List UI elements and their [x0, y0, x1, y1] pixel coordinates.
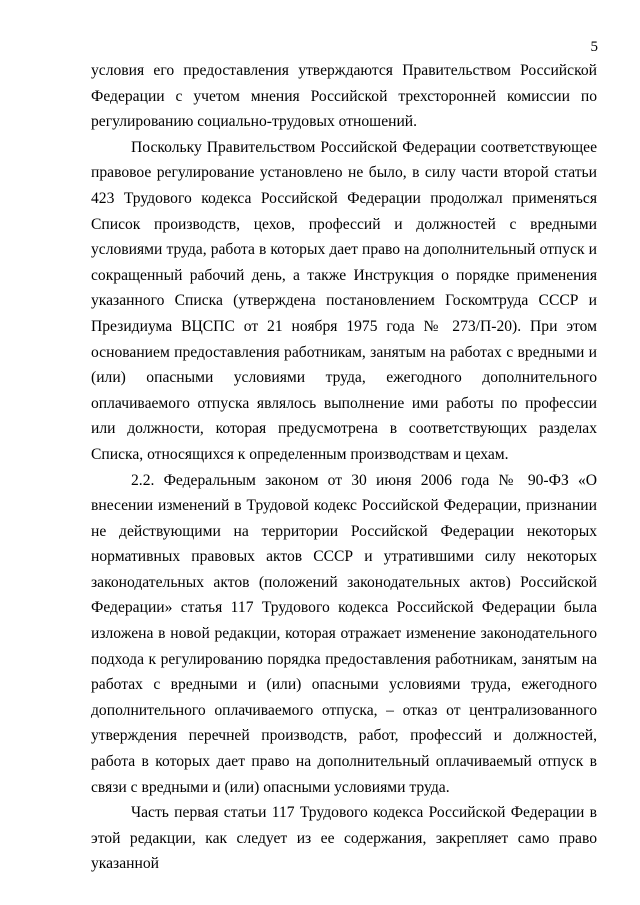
paragraph-federal-law-2-2: 2.2. Федеральным законом от 30 июня 2006 года № 90-ФЗ «О внесении изменений в Трудовой кодекс Российской Федерации, признании не действующими на территории Российской Федерации некоторых нормативных правовых актов СССР и утратившими силу некоторых законодательных актов (положений законодательных актов) Российской Федерации» статья 117 Трудового кодекса Российской Федерации была изложена в новой редакции, которая отражает изменение законодательного подхода к регулированию порядка предоставления работникам, занятым на работах с вредными и (или) опасными условиями труда, ежегодного дополнительного оплачиваемого отпуска, – отказ от централизованного утверждения перечней производств, работ, профессий и должностей, работа в которых дает право на дополнительный оплачиваемый отпуск в связи с вредными и (или) опасными условиями труда.: [91, 471, 597, 796]
paragraph-article-117-part-one: Часть первая статьи 117 Трудового кодекса Российской Федерации в этой редакции, как следует из ее содержания, закрепляет само право указанной: [91, 804, 597, 873]
page-number: 5: [590, 39, 598, 55]
paragraph-continuation: условия его предоставления утверждаются Правительством Российской Федерации с учетом мнения Российской трехсторонней комиссии по регулированию социально-трудовых отношений.: [91, 62, 597, 131]
document-body: [91, 58, 597, 877]
paragraph-legal-regulation: Поскольку Правительством Российской Федерации соответствующее правовое регулирование установлено не было, в силу части второй статьи 423 Трудового кодекса Российской Федерации продолжал применяться Список производств, цехов, профессий и должностей с вредными условиями труда, работа в которых дает право на дополнительный отпуск и сокращенный рабочий день, а также Инструкция о порядке применения указанного Списка (утверждена постановлением Госкомтруда СССР и Президиума ВЦСПС от 21 ноября 1975 года № 273/П-20). При этом основанием предоставления работникам, занятым на работах с вредными и (или) опасными условиями труда, ежегодного дополнительного оплачиваемого отпуска являлось выполнение ими работы по профессии или должности, которая предусмотрена в соответствующих разделах Списка, относящихся к определенным производствам и цехам.: [91, 138, 597, 463]
